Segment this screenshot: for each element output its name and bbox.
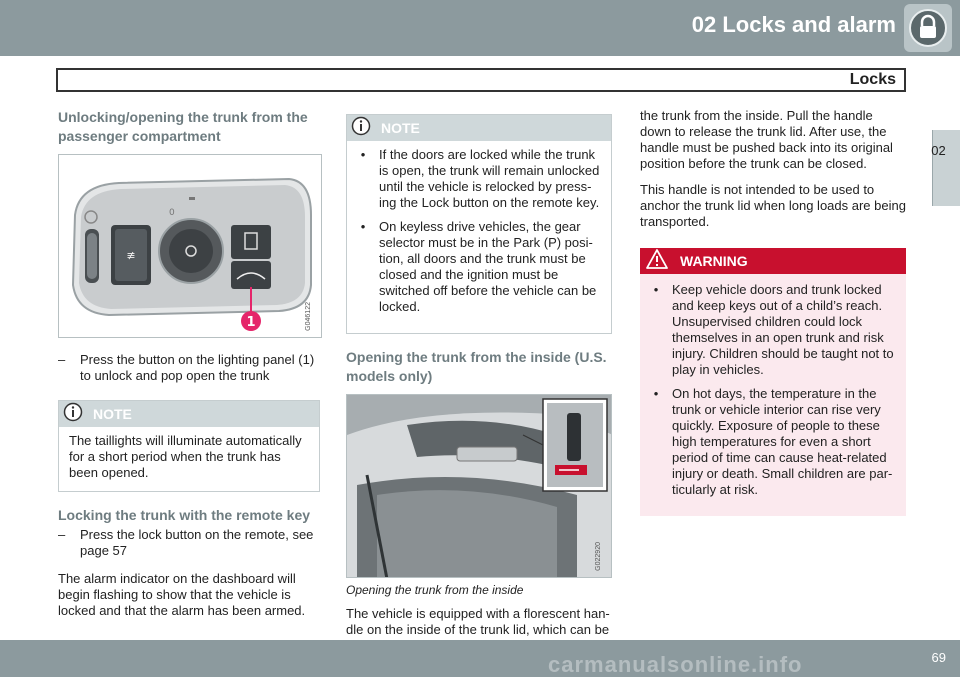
- lighting-panel-figure: [58, 154, 322, 338]
- bullet-marker: •: [360, 147, 366, 162]
- note-header: [347, 115, 611, 141]
- warning-bullet: [650, 386, 896, 498]
- watermark-text: carmanualsonline.info: [548, 652, 803, 677]
- step-press-lock: [58, 527, 320, 559]
- chapter-header-bar: [0, 0, 960, 56]
- warning-bullet-text: Keep vehicle doors and trunk locked and keep keys out of a child’s reach. Unsupervised children could lock themselves in an open trunk and risk injury. Children should be taught not to play in vehicles.: [672, 282, 894, 377]
- step-text: Press the lock button on the remote, see page 57: [80, 527, 314, 558]
- column-middle: [346, 108, 612, 664]
- handle-paragraph: The vehicle is equipped with a florescent han-dle on the inside of the trunk lid, which can be: [346, 606, 610, 637]
- svg-text:0: 0: [169, 208, 175, 218]
- chapter-side-tab: [932, 130, 960, 206]
- release-paragraph: the trunk from the inside. Pull the handle down to release the trunk lid. After use, the handle must be pushed back into its original position before the trunk can be closed.: [640, 108, 893, 171]
- page-footer-bar: [0, 640, 960, 677]
- bullet-marker: •: [360, 219, 366, 234]
- note-bullet: [357, 219, 601, 315]
- figure-number: G022920: [595, 542, 602, 571]
- section-header: [56, 68, 906, 92]
- warning-bullet-text: On hot days, the temperature in the trunk or vehicle interior can rise very quickly. Exposure of people to these high temperatures for even a short period of time can cause heat-related injury or death. Small children are par-ticularly at risk.: [672, 386, 893, 497]
- step-press-button: [58, 352, 320, 384]
- warning-label: WARNING: [680, 253, 748, 269]
- figure-caption: Opening the trunk from the inside: [346, 583, 524, 597]
- heading-locking-trunk: Locking the trunk with the remote key: [58, 507, 311, 523]
- figure-number: G046122: [305, 302, 312, 331]
- note-body: The taillights will illuminate automatically for a short period when the trunk has been opened.: [59, 427, 319, 491]
- note-label: NOTE: [93, 406, 132, 422]
- lighting-panel-illustration: [59, 155, 322, 338]
- trunk-interior-figure: [346, 394, 612, 578]
- heading-opening-inside: Opening the trunk from the inside (U.S. models only): [346, 349, 607, 384]
- column-right: [640, 108, 906, 516]
- note-box-taillights: [58, 400, 320, 492]
- note-bullet: [357, 147, 601, 211]
- note-header: [59, 401, 319, 427]
- info-icon: [63, 402, 83, 426]
- note-box-locking: [346, 114, 612, 334]
- column-left: [58, 108, 320, 629]
- warning-body: [640, 274, 906, 516]
- chapter-side-tab-label: 02: [931, 143, 946, 158]
- note-bullet-text: On keyless drive vehicles, the gear selector must be in the Park (P) posi-tion, all doors and the trunk must be closed and the ignition must be switched off before the vehicle can be locked.: [379, 219, 597, 314]
- warning-header: [640, 248, 906, 274]
- trunk-interior-illustration: [347, 395, 612, 578]
- bullet-marker: •: [653, 282, 659, 297]
- warning-box: [640, 248, 906, 516]
- step-text: Press the button on the lighting panel (1) to unlock and pop open the trunk: [80, 352, 315, 383]
- heading-unlocking-trunk: Unlocking/opening the trunk from the passenger compartment: [58, 109, 308, 144]
- dash-marker: –: [58, 352, 66, 367]
- dash-marker: –: [58, 527, 66, 542]
- page-number: 69: [931, 650, 946, 665]
- warning-bullet: [650, 282, 896, 378]
- alarm-paragraph: The alarm indicator on the dashboard will begin flashing to show that the vehicle is locked and that the alarm has been armed.: [58, 571, 306, 618]
- info-icon: [351, 116, 371, 140]
- note-bullet-text: If the doors are locked while the trunk is open, the trunk will remain unlocked until the vehicle is relocked by press-ing the Lock button on the remote key.: [379, 147, 600, 210]
- note-body: [347, 141, 611, 333]
- section-title: Locks: [849, 71, 896, 88]
- callout-number: 1: [246, 315, 256, 330]
- note-label: NOTE: [381, 120, 420, 136]
- padlock-icon: [904, 4, 952, 52]
- bullet-marker: •: [653, 386, 659, 401]
- svg-text:≢: ≢: [126, 249, 136, 262]
- chapter-title: 02 Locks and alarm: [691, 12, 896, 37]
- anchor-paragraph: This handle is not intended to be used to anchor the trunk lid when long loads are being transported.: [640, 182, 906, 229]
- warning-triangle-icon: [646, 249, 668, 273]
